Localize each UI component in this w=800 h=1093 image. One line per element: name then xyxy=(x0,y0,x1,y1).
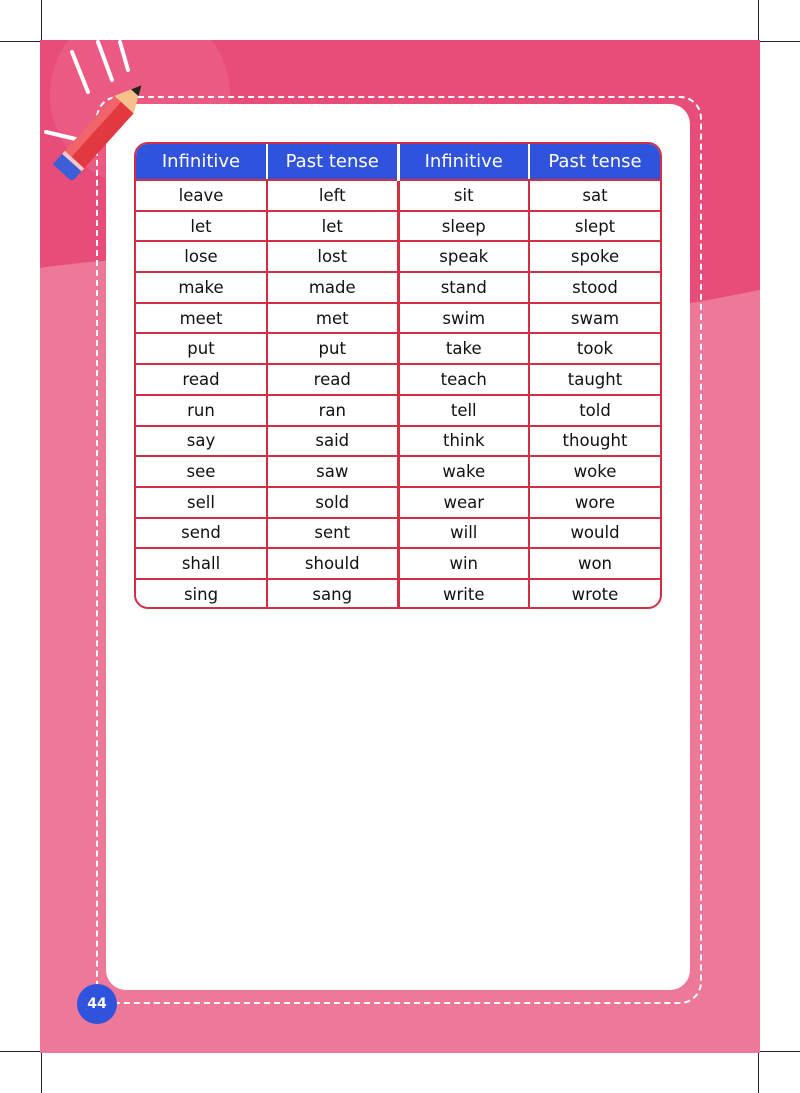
infinitive-cell: win xyxy=(398,548,529,579)
past-tense-cell: put xyxy=(267,333,398,364)
table-row xyxy=(136,548,660,579)
past-tense-cell: wrote xyxy=(571,584,619,604)
infinitive-cell: tell xyxy=(398,395,529,426)
past-tense-cell: lost xyxy=(267,241,398,272)
crop-mark xyxy=(41,1053,42,1093)
past-tense-cell: told xyxy=(529,395,660,426)
table-row xyxy=(136,487,660,518)
infinitive-cell: read xyxy=(136,364,267,395)
infinitive-cell: say xyxy=(136,426,267,457)
header-past-tense-1: Past tense xyxy=(267,144,398,180)
infinitive-cell: wake xyxy=(398,456,529,487)
irregular-verbs-table xyxy=(134,142,662,609)
crop-mark xyxy=(760,1051,800,1052)
past-tense-cell: sent xyxy=(267,518,398,549)
past-tense-cell: taught xyxy=(529,364,660,395)
past-tense-cell: read xyxy=(267,364,398,395)
past-tense-cell: woke xyxy=(529,456,660,487)
header-infinitive-2: Infinitive xyxy=(398,144,529,180)
past-tense-cell: spoke xyxy=(529,241,660,272)
table-row xyxy=(136,303,660,334)
infinitive-cell: see xyxy=(136,456,267,487)
infinitive-cell: teach xyxy=(398,364,529,395)
infinitive-cell: sit xyxy=(398,180,529,211)
infinitive-cell: make xyxy=(136,272,267,303)
infinitive-cell: lose xyxy=(136,241,267,272)
table-row xyxy=(136,180,660,211)
infinitive-cell: sleep xyxy=(398,211,529,242)
crop-mark xyxy=(760,41,800,42)
table-row xyxy=(136,579,660,609)
table-row xyxy=(136,333,660,364)
table-row xyxy=(136,241,660,272)
infinitive-cell: stand xyxy=(398,272,529,303)
crop-mark xyxy=(41,0,42,40)
page-number-badge: 44 xyxy=(77,984,117,1024)
table-row xyxy=(136,395,660,426)
past-tense-cell: left xyxy=(267,180,398,211)
infinitive-cell: sell xyxy=(136,487,267,518)
past-tense-cell: sold xyxy=(267,487,398,518)
infinitive-cell: swim xyxy=(398,303,529,334)
infinitive-cell: think xyxy=(398,426,529,457)
infinitive-cell: leave xyxy=(136,180,267,211)
infinitive-cell: sing xyxy=(136,579,267,609)
past-tense-cell: sat xyxy=(529,180,660,211)
past-tense-cell: took xyxy=(529,333,660,364)
infinitive-cell: run xyxy=(136,395,267,426)
past-tense-cell: stood xyxy=(529,272,660,303)
infinitive-cell: send xyxy=(136,518,267,549)
past-tense-cell: swam xyxy=(529,303,660,334)
crop-mark xyxy=(0,41,40,42)
past-tense-cell: sang xyxy=(267,579,398,609)
past-tense-cell: slept xyxy=(529,211,660,242)
infinitive-cell: shall xyxy=(136,548,267,579)
past-tense-cell: won xyxy=(529,548,660,579)
table-row xyxy=(136,426,660,457)
past-tense-cell: made xyxy=(267,272,398,303)
past-tense-cell: should xyxy=(267,548,398,579)
infinitive-cell: take xyxy=(398,333,529,364)
crop-mark xyxy=(758,1053,759,1093)
crop-mark xyxy=(0,1051,40,1052)
past-tense-cell: ran xyxy=(267,395,398,426)
past-tense-cell: would xyxy=(529,518,660,549)
table-row xyxy=(136,364,660,395)
infinitive-cell: wear xyxy=(398,487,529,518)
past-tense-cell: thought xyxy=(529,426,660,457)
past-tense-cell: met xyxy=(267,303,398,334)
past-tense-cell: let xyxy=(267,211,398,242)
infinitive-cell: put xyxy=(136,333,267,364)
table-row xyxy=(136,456,660,487)
past-tense-cell: wore xyxy=(529,487,660,518)
header-past-tense-2: Past tense xyxy=(529,144,660,180)
table-row xyxy=(136,518,660,549)
crop-mark xyxy=(758,0,759,40)
infinitive-cell: let xyxy=(136,211,267,242)
table-row xyxy=(136,272,660,303)
infinitive-cell: will xyxy=(398,518,529,549)
table-row xyxy=(136,211,660,242)
header-infinitive-1: Infinitive xyxy=(136,144,267,180)
past-tense-cell: saw xyxy=(267,456,398,487)
past-tense-cell: said xyxy=(267,426,398,457)
infinitive-cell: speak xyxy=(398,241,529,272)
infinitive-cell: write xyxy=(398,579,529,609)
table-header-row xyxy=(136,144,660,180)
infinitive-cell: meet xyxy=(136,303,267,334)
